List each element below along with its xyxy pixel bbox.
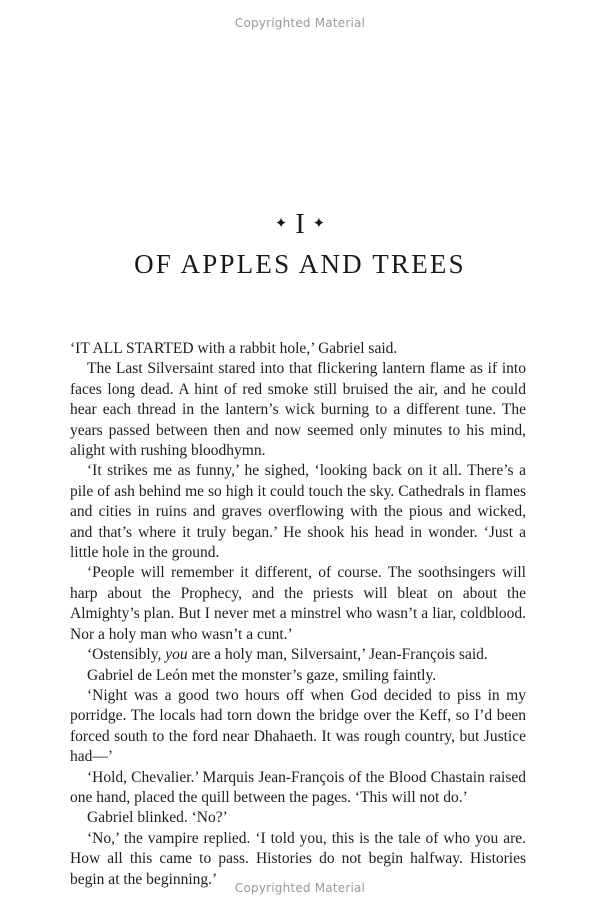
chapter-title: OF APPLES AND TREES: [134, 249, 466, 279]
paragraph: Gabriel blinked. ‘No?’: [87, 809, 228, 827]
paragraph: Gabriel de León met the monster’s gaze, smiling faintly.: [87, 666, 437, 684]
paragraph: ‘No,’ the vampire replied. ‘I told you, this is the tale of who you are. How all this came to pass. Histories do not begin halfway. Histories begin at the beginning.’: [70, 829, 526, 888]
copyright-watermark-top: Copyrighted Material: [234, 16, 366, 30]
chapter-number: I: [295, 209, 305, 240]
paragraph: ‘It strikes me as funny,’ he sighed, ‘looking back on it all. There’s a pile of ash behind me so high it could touch the sky. Cathedrals in flames and cities in ruins and graves overflowing with the pious and wicked, and that’s where it truly began.’ He shook his head in wonder. ‘Just a little hole in the ground.: [70, 462, 526, 562]
star-ornament-icon: ✦: [312, 216, 326, 232]
chapter-body: [70, 339, 526, 890]
paragraph: ‘People will remember it different, of course. The soothsingers will harp about the Prophecy, and the priests will bleat on about the Almighty’s plan. But I never met a minstrel who wasn’t a liar, coldblood. Nor a holy man who wasn’t a cunt.’: [70, 564, 526, 643]
star-ornament-icon: ✦: [274, 216, 288, 232]
paragraph: ‘Hold, Chevalier.’ Marquis Jean-François of the Blood Chastain raised one hand, placed the quill between the pages. ‘This will not do.’: [70, 768, 526, 806]
paragraph: The Last Silversaint stared into that flickering lantern flame as if into faces long dead. A hint of red smoke still bruised the air, and he could hear each thread in the lantern’s wick burning to a different tune. The years passed between then and now seemed only minutes to his mind, alight with rushing bloodhymn.: [70, 360, 526, 460]
copyright-watermark-bottom: Copyrighted Material: [234, 881, 366, 895]
paragraph: ‘IT ALL STARTED with a rabbit hole,’ Gabriel said.: [70, 340, 398, 357]
paragraph-text: ‘Ostensibly,: [87, 646, 166, 664]
paragraph: ‘Night was a good two hours off when God decided to piss in my porridge. The locals had torn down the bridge over the Keff, so I’d been forced south to the ford near Dhahaeth. It was rough country, but Justice had—’: [70, 686, 526, 766]
paragraph-text: are a holy man, Silversaint,’ Jean-François said.: [187, 646, 488, 664]
emphasized-word: you: [165, 646, 188, 664]
paragraph: [70, 645, 526, 665]
chapter-number-heading: [0, 206, 600, 243]
